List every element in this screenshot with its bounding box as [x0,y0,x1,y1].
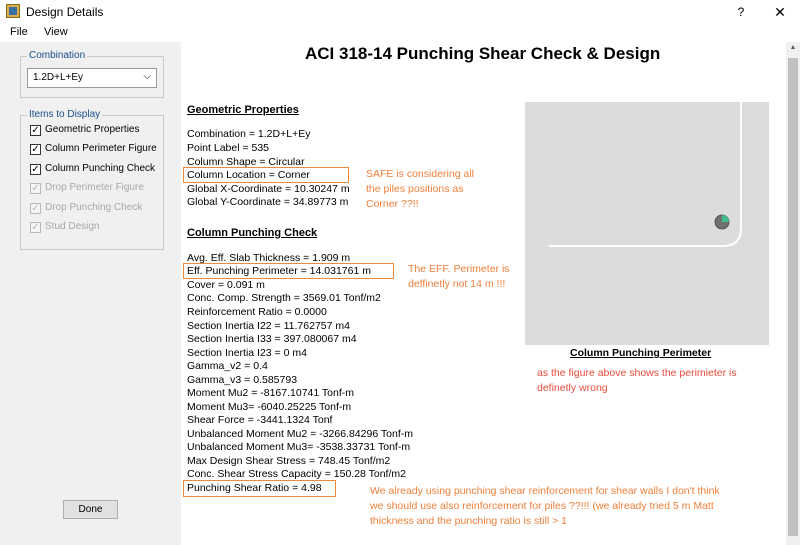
annotation-ratio: We already using punching shear reinforcement for shear walls I don't think we should use also reinforcement for piles ??!!! (we already tried 5 m Matt thickness and the punching ratio is still > 1 [370,485,720,527]
annotation-perimeter: The EFF. Perimeter is deffinetly not 14 m !!! [408,263,510,290]
report-line: Global Y-Coordinate = 34.89773 m [187,196,349,208]
report-line: Gamma_v2 = 0.4 [187,360,268,372]
items-to-display-legend: Items to Display [29,109,101,120]
check-icon: ✓ [31,183,40,194]
window-title: Design Details [26,5,104,19]
check-icon: ✓ [31,203,40,214]
report-line: Shear Force = -3441.1324 Tonf [187,414,333,426]
report-line: Conc. Comp. Strength = 3569.01 Tonf/m2 [187,292,381,304]
highlight-punching-perimeter [183,263,394,279]
report-line: Column Location = Corner [187,169,310,181]
report-line: Unbalanced Moment Mu3= -3538.33731 Tonf-m [187,441,411,453]
punching-perimeter-line [549,102,741,246]
close-button[interactable]: ✕ [774,4,786,20]
report-line: Combination = 1.2D+L+Ey [187,128,311,140]
annotation-location: SAFE is considering all the piles positions as Corner ??!! [366,168,474,210]
figure-caption: Column Punching Perimeter [570,347,712,359]
vertical-scrollbar[interactable] [786,42,800,545]
report-line: Eff. Punching Perimeter = 14.031761 m [187,265,371,277]
report-line: Cover = 0.091 m [187,279,265,291]
combination-legend: Combination [29,50,86,61]
check-icon[interactable]: ✓ [31,164,40,175]
report-line: Punching Shear Ratio = 4.98 [187,482,322,494]
report-line: Moment Mu2 = -8167.10741 Tonf-m [187,387,355,399]
report-line: Section Inertia I23 = 0 m4 [187,347,307,359]
column-perimeter-figure [525,102,769,345]
report-line: Gamma_v3 = 0.585793 [187,374,298,386]
menu-bar [0,24,800,42]
column-punching-heading: Column Punching Check [187,227,318,239]
report-line: Avg. Eff. Slab Thickness = 1.909 m [187,252,351,264]
report-line: Column Shape = Circular [187,156,305,168]
combination-select[interactable] [27,68,157,88]
check-icon[interactable]: ✓ [31,144,40,155]
annotation-figure: as the figure above shows the perimieter is definetly wrong [537,367,737,394]
check-icon: ✓ [31,222,40,233]
help-button[interactable]: ? [737,5,745,19]
geometric-properties-heading: Geometric Properties [187,104,299,116]
menu-view[interactable]: View [44,26,68,38]
menu-file[interactable]: File [10,26,28,38]
report-title: ACI 318-14 Punching Shear Check & Design [305,44,661,63]
check-icon[interactable]: ✓ [31,125,40,136]
report-line: Section Inertia I22 = 11.762757 m4 [187,320,350,332]
report-line: Unbalanced Moment Mu2 = -3266.84296 Tonf-m [187,428,413,440]
app-icon [6,4,20,18]
perimeter-drawing [525,102,769,345]
column-marker-quadrant [722,215,729,222]
report-line: Global X-Coordinate = 10.30247 m [187,183,350,195]
chevron-down-icon: ⌵ [143,71,151,82]
report-line: Point Label = 535 [187,142,270,154]
scroll-up-icon[interactable]: ▲ [789,44,797,51]
title-bar [0,0,800,24]
highlight-punching-ratio [183,480,336,497]
report-line: Moment Mu3= -6040.25225 Tonf-m [187,401,352,413]
done-button[interactable]: Done [63,500,118,519]
combination-value: 1.2D+L+Ey [33,72,84,83]
report-line: Max Design Shear Stress = 748.45 Tonf/m2 [187,455,391,467]
scroll-thumb[interactable] [788,58,798,536]
report-line: Reinforcement Ratio = 0.0000 [187,306,327,318]
highlight-column-location [183,167,349,183]
report-line: Section Inertia I33 = 397.080067 m4 [187,333,357,345]
report-line: Conc. Shear Stress Capacity = 150.28 Tonf/m2 [187,468,406,480]
